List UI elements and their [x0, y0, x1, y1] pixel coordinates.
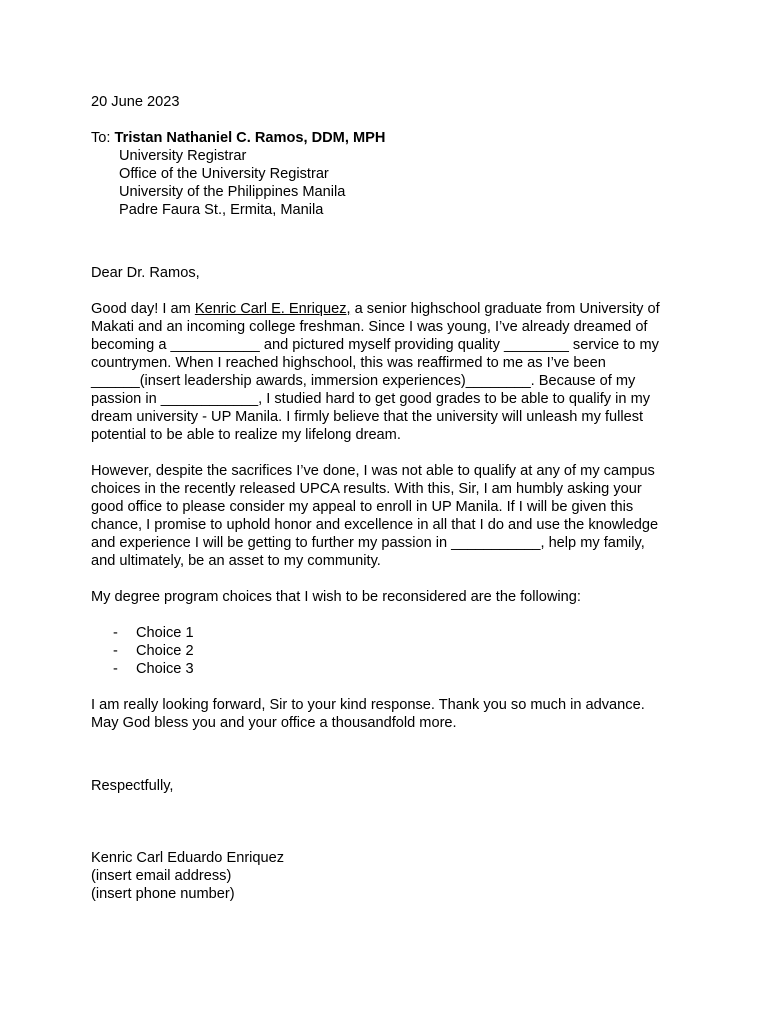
recipient-name: Tristan Nathaniel C. Ramos, DDM, MPH — [114, 130, 386, 146]
paragraph-line: becoming a ___________ and pictured myself providing quality ________ service to my — [91, 337, 659, 353]
paragraph-line: and ultimately, be an asset to my community. — [91, 553, 381, 569]
letter-page — [91, 93, 691, 903]
list-item — [113, 624, 691, 642]
spacer — [91, 111, 691, 129]
signature-email: (insert email address) — [91, 868, 232, 884]
spacer — [91, 678, 691, 696]
sender-name-underlined: Kenric Carl E. Enriquez, — [194, 301, 351, 317]
paragraph-line: choices in the recently released UPCA results. With this, Sir, I am humbly asking your — [91, 481, 642, 497]
recipient-address: Padre Faura St., Ermita, Manila — [119, 202, 324, 218]
signature-space — [91, 795, 691, 849]
spacer — [91, 606, 691, 624]
spacer — [91, 732, 691, 759]
paragraph-line: dream university - UP Manila. I firmly believe that the university will unleash my fullest — [91, 409, 644, 425]
intro-text: Good day! I am — [91, 301, 195, 317]
paragraph-line: May God bless you and your office a thousandfold more. — [91, 715, 457, 731]
paragraph-closing — [91, 696, 691, 732]
choice-label: Choice 3 — [136, 661, 194, 677]
letter-date: 20 June 2023 — [91, 94, 180, 110]
dash-bullet: - — [113, 661, 118, 677]
recipient-title: University Registrar — [119, 148, 247, 164]
spacer — [91, 219, 691, 246]
paragraph-line: countrymen. When I reached highschool, this was reaffirmed to me as I’ve been — [91, 355, 606, 371]
signature-block — [91, 849, 691, 903]
recipient-office: Office of the University Registrar — [119, 166, 329, 182]
paragraph-line: chance, I promise to uphold honor and excellence in all that I do and use the knowledge — [91, 517, 659, 533]
signature-name: Kenric Carl Eduardo Enriquez — [91, 850, 285, 866]
recipient-name-line — [91, 129, 691, 147]
salutation: Dear Dr. Ramos, — [91, 265, 200, 281]
choices-intro: My degree program choices that I wish to be reconsidered are the following: — [91, 589, 581, 605]
paragraph-line: passion in ____________, I studied hard to get good grades to be able to qualify in my — [91, 391, 651, 407]
spacer — [91, 444, 691, 462]
signature-phone: (insert phone number) — [91, 886, 235, 902]
paragraph-appeal — [91, 462, 691, 570]
paragraph-line: and experience I will be getting to further my passion in ___________, help my family, — [91, 535, 645, 551]
list-item — [113, 642, 691, 660]
paragraph-line: However, despite the sacrifices I’ve done, I was not able to qualify at any of my campus — [91, 463, 655, 479]
intro-text-end: a senior highschool graduate from University of — [350, 301, 660, 317]
choice-label: Choice 2 — [136, 643, 194, 659]
paragraph-line: potential to be able to realize my lifelong dream. — [91, 427, 401, 443]
choice-label: Choice 1 — [136, 625, 194, 641]
list-item — [113, 660, 691, 678]
paragraph-line: I am really looking forward, Sir to your kind response. Thank you so much in advance. — [91, 697, 645, 713]
paragraph-introduction — [91, 300, 691, 444]
paragraph-line: ______(insert leadership awards, immersion experiences)________. Because of my — [91, 373, 636, 389]
dash-bullet: - — [113, 625, 118, 641]
choices-list — [91, 624, 691, 678]
to-label: To: — [91, 130, 111, 146]
paragraph-line: good office to please consider my appeal to enroll in UP Manila. If I will be given this — [91, 499, 634, 515]
spacer — [91, 759, 691, 777]
spacer — [91, 246, 691, 264]
dash-bullet: - — [113, 643, 118, 659]
spacer — [91, 570, 691, 588]
paragraph-line: Makati and an incoming college freshman. Since I was young, I’ve already dreamed of — [91, 319, 648, 335]
signoff: Respectfully, — [91, 778, 174, 794]
recipient-block — [91, 129, 691, 219]
spacer — [91, 282, 691, 300]
paragraph-line — [91, 300, 691, 318]
recipient-university: University of the Philippines Manila — [119, 184, 346, 200]
